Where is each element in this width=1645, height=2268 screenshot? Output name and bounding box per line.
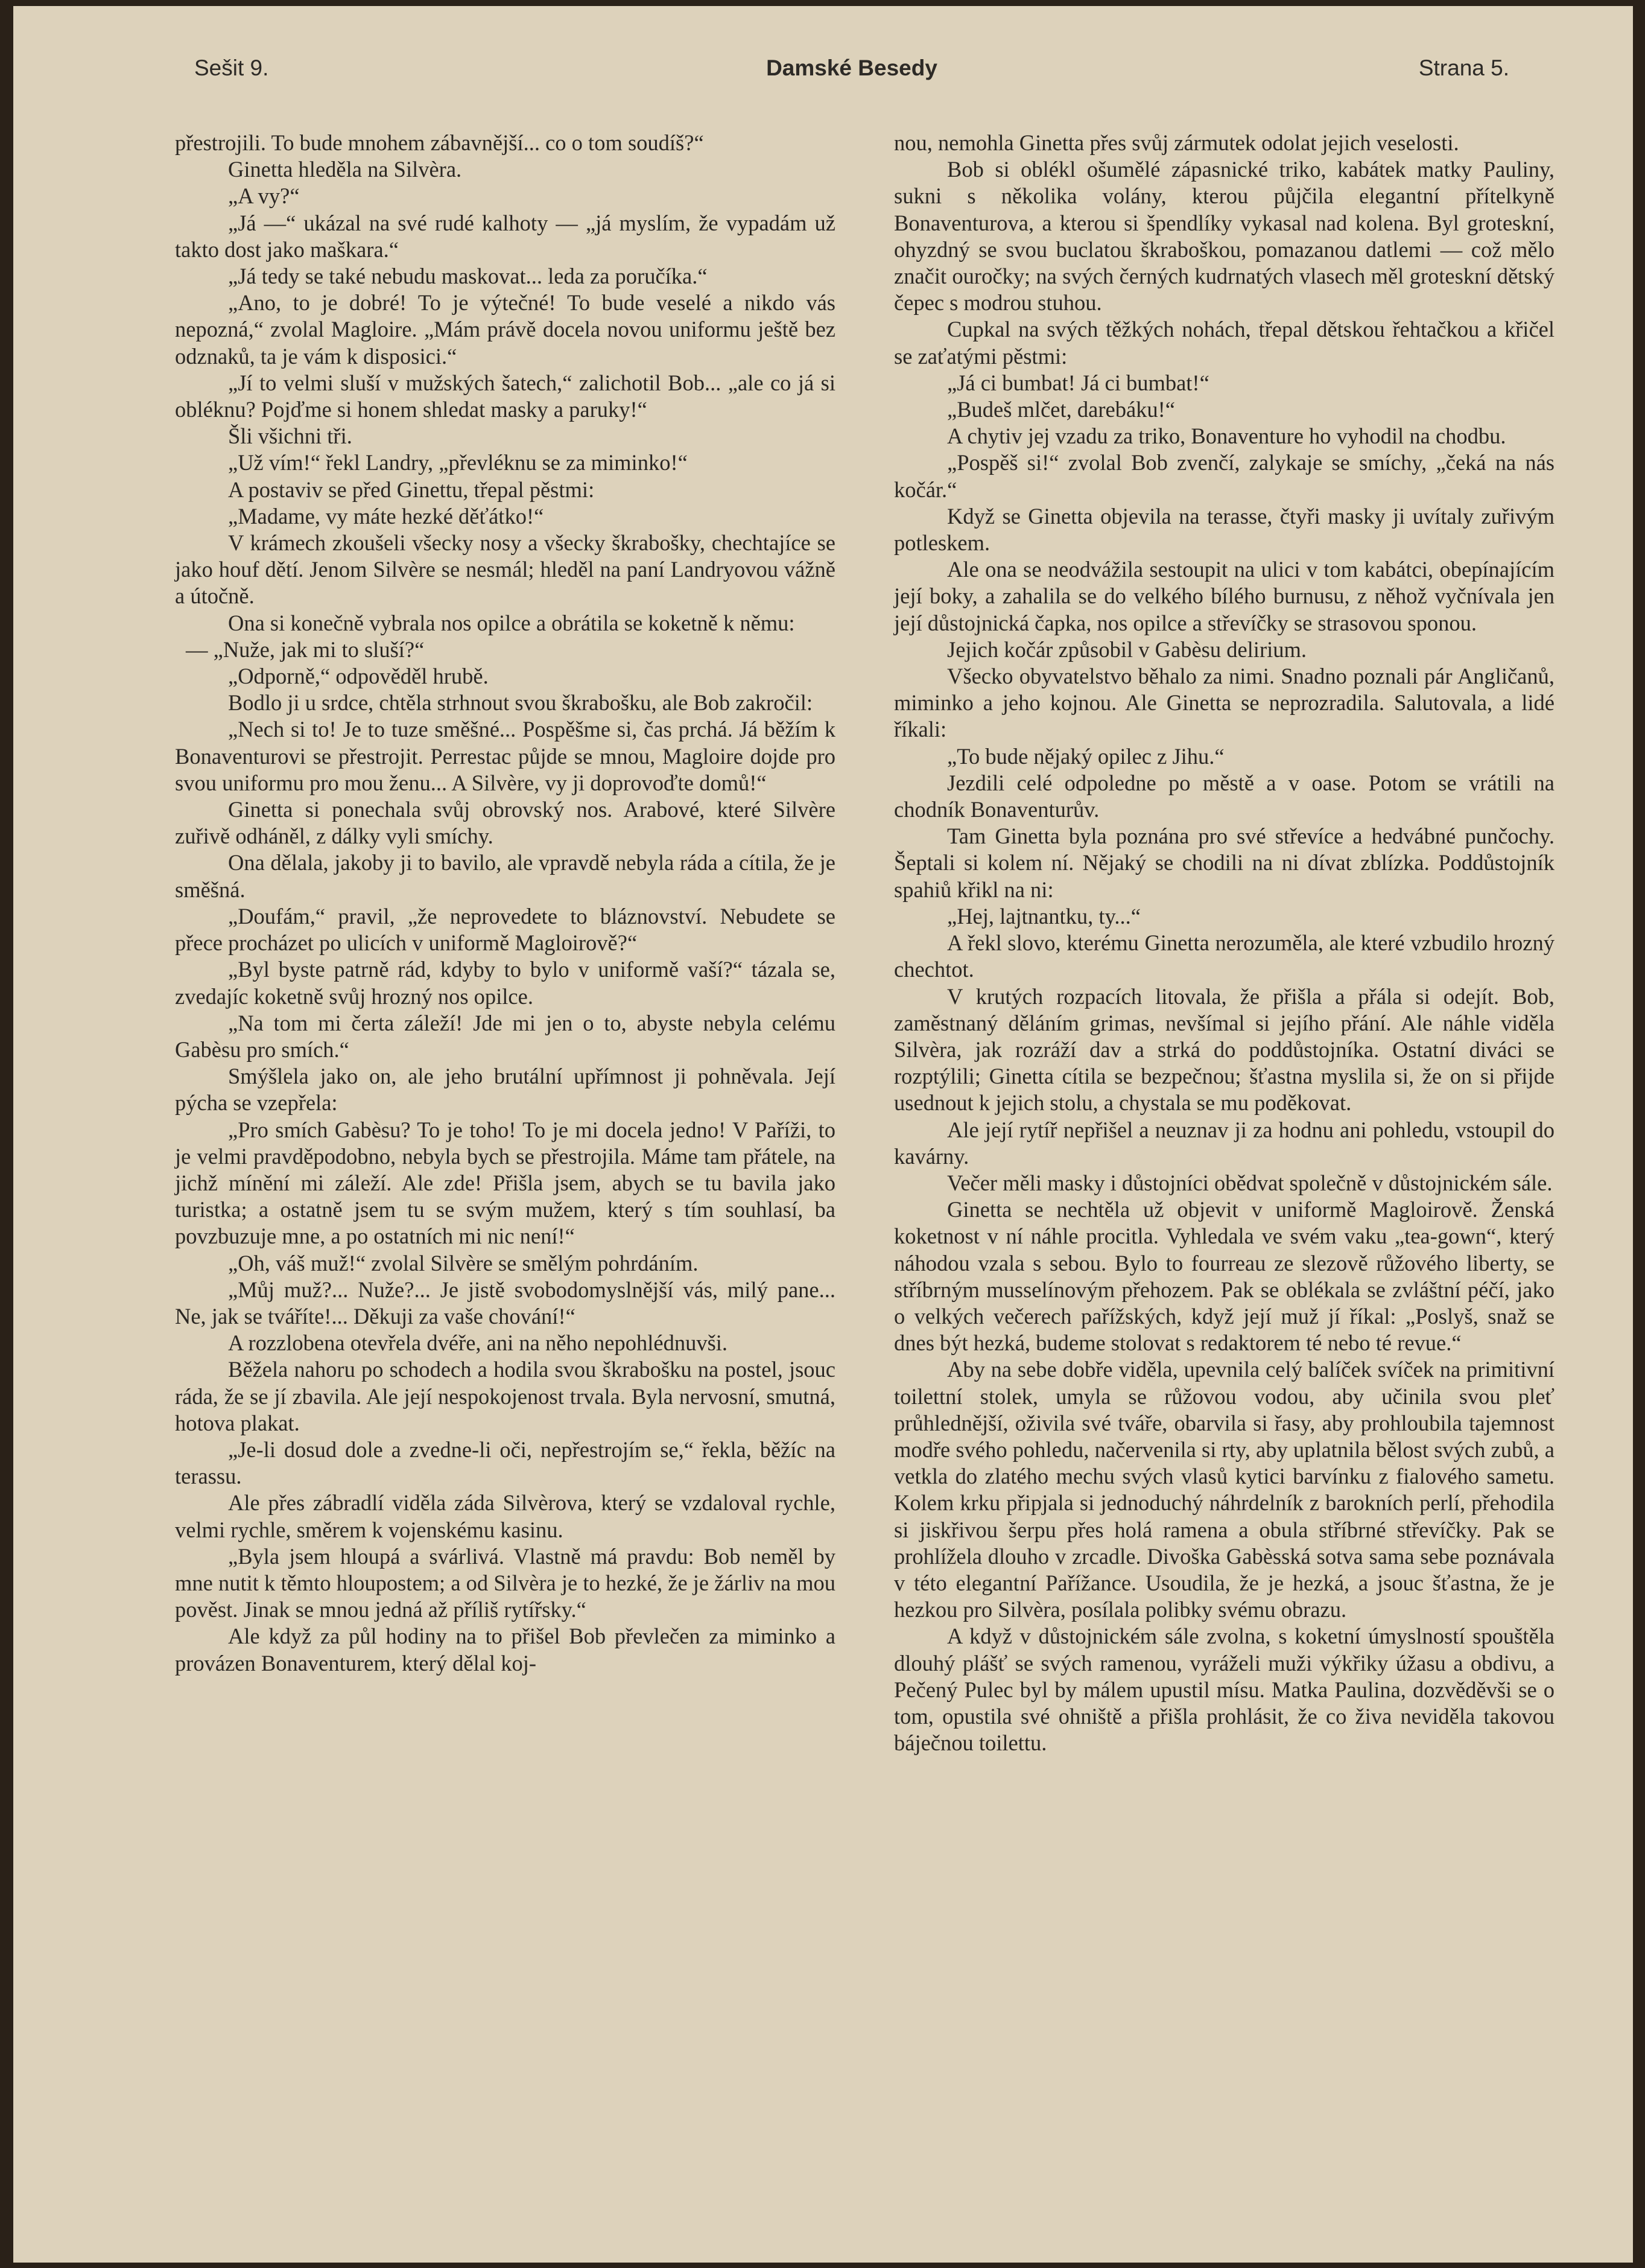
paragraph: Cupkal na svých těžkých nohách, třepal dětskou řehtačkou a křičel se zaťatými pěstmi:: [894, 317, 1555, 369]
paragraph: Smýšlela jako on, ale jeho brutální upřímnost ji pohněvala. Její pýcha se vzepřela:: [175, 1064, 835, 1116]
paragraph: „Je-li dosud dole a zvedne-li oči, nepřestrojím se,“ řekla, běžíc na terassu.: [175, 1437, 835, 1489]
paragraph: „Odporně,“ odpověděl hrubě.: [228, 664, 489, 689]
paragraph: „Jí to velmi sluší v mužských šatech,“ zalichotil Bob... „ale co já si obléknu? Pojďme si honem shledat masky a paruky!“: [175, 370, 835, 422]
paragraph: „Na tom mi čerta záleží! Jde mi jen o to, abyste nebyla celému Gabèsu pro smích.“: [175, 1010, 835, 1062]
paragraph: Ale když za půl hodiny na to přišel Bob převlečen za miminko a provázen Bonaventurem, který dělal koj-: [175, 1624, 835, 1676]
paragraph: „Můj muž?... Nuže?... Je jistě svobodomyslnější vás, milý pane... Ne, jak se tváříte!... Děkuji za vaše chování!“: [175, 1277, 835, 1329]
paragraph: Bodlo ji u srdce, chtěla strhnout svou škrabošku, ale Bob zakročil:: [228, 690, 813, 716]
paragraph: „Byla jsem hloupá a svárlivá. Vlastně má pravdu: Bob neměl by mne nutit k těmto hloupostem; a od Silvèra je to hezké, že je žárliv na mou pověst. Jinak se mnou jedná až příliš rytířsky.“: [175, 1543, 835, 1622]
paragraph: Šli všichni tři.: [228, 424, 352, 449]
paragraph: „Já —“ ukázal na své rudé kalhoty — „já myslím, že vypadám už takto dost jako maškara.“: [175, 210, 835, 262]
paragraph: Všecko obyvatelstvo běhalo za nimi. Snadno poznali pár Angličanů, miminko a jeho kojnou. Ale Ginetta se neprozradila. Salutovala, a lidé říkali:: [894, 664, 1555, 742]
paragraph: nou, nemohla Ginetta přes svůj zármutek odolat jejich veselosti.: [894, 130, 1459, 155]
paragraph: „Budeš mlčet, darebáku!“: [947, 397, 1176, 422]
paragraph: A postaviv se před Ginettu, třepal pěstmi:: [228, 477, 595, 502]
paragraph: Ginetta si ponechala svůj obrovský nos. Arabové, které Silvère zuřivě odháněl, z dálky vyli smíchy.: [175, 797, 835, 849]
paragraph: Ale přes zábradlí viděla záda Silvèrova, který se vzdaloval rychle, velmi rychle, směrem k vojenskému kasinu.: [175, 1490, 835, 1542]
paragraph: Ale ona se neodvážila sestoupit na ulici v tom kabátci, obepínajícím její boky, a zahalila se do velkého bílého burnusu, z něhož vyčnívala jen její důstojnická čapka, nos opilce a střevíčky se strasovou sponou.: [894, 557, 1555, 635]
document-page: [13, 6, 1633, 2263]
paragraph: Ale její rytíř nepřišel a neuznav ji za hodnu ani pohledu, vstoupil do kavárny.: [894, 1117, 1555, 1169]
paragraph: Běžela nahoru po schodech a hodila svou škrabošku na postel, jsouc ráda, že se jí zbavila. Ale její nespokojenost trvala. Byla nervosní, smutná, hotova plakat.: [175, 1357, 835, 1435]
page-header: [194, 56, 1509, 92]
paragraph: V krutých rozpacích litovala, že přišla a přála si odejít. Bob, zaměstnaný děláním grimas, nevšímal si jejího přání. Ale náhle viděla Silvèra, jak rozráží dav a strká do poddůstojníka. Ostatní diváci se rozptýlili; Ginetta cítila se bezpečnou; šťastna myslila si, že on si přijde usednout k jejich stolu, a chystala se mu poděkovat.: [894, 983, 1555, 1116]
issue-number: Sešit 9.: [194, 56, 269, 80]
paragraph: Večer měli masky i důstojníci obědvat společně v důstojnickém sále.: [947, 1170, 1553, 1195]
paragraph: „Pospěš si!“ zvolal Bob zvenčí, zalykaje se smíchy, „čeká na nás kočár.“: [894, 450, 1555, 502]
paragraph: „Byl byste patrně rád, kdyby to bylo v uniformě vaší?“ tázala se, zvedajíc koketně svůj hrozný nos opilce.: [175, 957, 835, 1009]
paragraph: Jejich kočár způsobil v Gabèsu delirium.: [947, 637, 1307, 662]
paragraph: Aby na sebe dobře viděla, upevnila celý balíček svíček na primitivní toilettní stolek, umyla se růžovou vodou, aby učinila svou pleť průhlednější, oživila své tváře, obarvila si řasy, aby prohloubila tajemnost modře svého pohledu, načervenila si rty, aby uplatnila bělost svých zubů, a vetkla do zlatého mechu svých vlasů kytici barvínku z fialového sametu. Kolem krku připjala si jednoduchý náhrdelník z barokních perlí, přehodila si jiskřivou šerpu přes holá ramena a obula stříbrné střevíčky. Pak se prohlížela dlouho v zrcadle. Divoška Gabèsská sotva sama sebe poznávala v této elegantní Pařížance. Usoudila, že je hezká, a jsouc šťastna, že je hezkou pro Silvèra, posílala polibky svému obrazu.: [894, 1357, 1555, 1622]
paragraph: — „Nuže, jak mi to sluší?“: [186, 637, 425, 662]
paragraph: „Hej, lajtnantku, ty...“: [947, 903, 1141, 929]
paragraph: A chytiv jej vzadu za triko, Bonaventure ho vyhodil na chodbu.: [947, 424, 1506, 449]
paragraph: „Ano, to je dobré! To je výtečné! To bude veselé a nikdo vás nepozná,“ zvolal Magloire. „Mám právě docela novou uniformu ještě bez odznaků, ta je vám k disposici.“: [175, 290, 835, 369]
paragraph: Když se Ginetta objevila na terasse, čtyři masky ji uvítaly zuřivým potleskem.: [894, 503, 1555, 556]
paragraph: „Už vím!“ řekl Landry, „převléknu se za miminko!“: [228, 450, 688, 475]
paragraph: „Madame, vy máte hezké děťátko!“: [228, 503, 544, 529]
paragraph: Ginetta se nechtěla už objevit v uniformě Magloirově. Ženská koketnost v ní náhle procitla. Vyhledala ve svém vaku „tea-gown“, který náhodou vzala s sebou. Bylo to fourreau ze slezově růžového liberty, se stříbrným musselínovým přehozem. Pak se oblékala se zvláštní péčí, jako o velkých večerech pařížských, když její muž jí říkal: „Poslyš, snaž se dnes být hezká, budeme stolovat s redaktorem té nebo té revue.“: [894, 1197, 1555, 1356]
paragraph: Tam Ginetta byla poznána pro své střevíce a hedvábné punčochy. Šeptali si kolem ní. Nějaký se chodili na ni dívat zblízka. Poddůstojník spahiů křikl na ni:: [894, 824, 1555, 902]
paragraph: „Doufám,“ pravil, „že neprovedete to bláznovství. Nebudete se přece procházet po ulicích v uniformě Magloirově?“: [175, 903, 835, 956]
page-number: Strana 5.: [1418, 56, 1509, 80]
paragraph: „A vy?“: [228, 183, 300, 209]
paragraph: A řekl slovo, kterému Ginetta nerozuměla, ale které vzbudilo hrozný chechtot.: [894, 930, 1555, 982]
paragraph: Ginetta hleděla na Silvèra.: [228, 157, 462, 182]
paragraph: A rozzlobena otevřela dvéře, ani na něho nepohlédnuvši.: [228, 1330, 728, 1356]
paragraph: „Oh, váš muž!“ zvolal Silvère se smělým pohrdáním.: [228, 1250, 699, 1275]
paragraph: Ona si konečně vybrala nos opilce a obrátila se koketně k němu:: [228, 610, 795, 635]
paragraph: Jezdili celé odpoledne po městě a v oase. Potom se vrátili na chodník Bonaventurův.: [894, 770, 1555, 822]
paragraph: V krámech zkoušeli všecky nosy a všecky škrabošky, chechtajíce se jako houf dětí. Jenom Silvère se nesmál; hleděl na paní Landryovou vážně a útočně.: [175, 530, 835, 609]
paragraph: „Já ci bumbat! Já ci bumbat!“: [947, 370, 1209, 395]
magazine-title: Damské Besedy: [766, 56, 937, 80]
paragraph: „To bude nějaký opilec z Jihu.“: [947, 743, 1225, 769]
paragraph: „Nech si to! Je to tuze směšné... Pospěšme si, čas prchá. Já běžím k Bonaventurovi se přestrojit. Perrestac půjde se mnou, Magloire dojde pro svou uniformu pro mou ženu... A Silvère, vy ji doprovoďte domů!“: [175, 717, 835, 795]
paragraph: přestrojili. To bude mnohem zábavnější... co o tom soudíš?“: [175, 130, 704, 155]
paragraph: Ona dělala, jakoby ji to bavilo, ale vpravdě nebyla ráda a cítila, že je směšná.: [175, 850, 835, 902]
paragraph: Bob si oblékl ošumělé zápasnické triko, kabátek matky Pauliny, sukni s několika volány, kterou půjčila elegantní přítelkyně Bonaventurova, a kterou si špendlíky vykasal nad kolena. Byl groteskní, ohyzdný se svou buclatou škraboškou, pomazanou datlemi — což mělo značit ouročky; na svých černých kudrnatých vlasech měl groteskní dětský čepec s modrou stuhou.: [894, 157, 1555, 316]
paragraph: A když v důstojnickém sále zvolna, s koketní úmyslností spouštěla dlouhý plášť se svých ramenou, vyráželi muži výkřiky úžasu a obdivu, a Pečený Pulec byl by málem upustil mísu. Matka Paulina, dozvěděvši se o tom, opustila své ohniště a přišla prohlásit, že co živa neviděla takovou báječnou toilettu.: [894, 1624, 1555, 1756]
left-column: [175, 130, 835, 1677]
paragraph: „Já tedy se také nebudu maskovat... leda za poručíka.“: [228, 264, 708, 289]
paragraph: „Pro smích Gabèsu? To je toho! To je mi docela jedno! V Paříži, to je velmi pravděpodobno, nebyla bych se přestrojila. Máme tam přátele, na jichž mínění mi záleží. Ale zde! Přišla jsem, abych se tu bavila jako turistka; a ostatně jsem tu se svým mužem, který s tím souhlasí, ba povzbuzuje mne, a po ostatních mi nic není!“: [175, 1117, 835, 1249]
right-column: [894, 130, 1555, 1756]
